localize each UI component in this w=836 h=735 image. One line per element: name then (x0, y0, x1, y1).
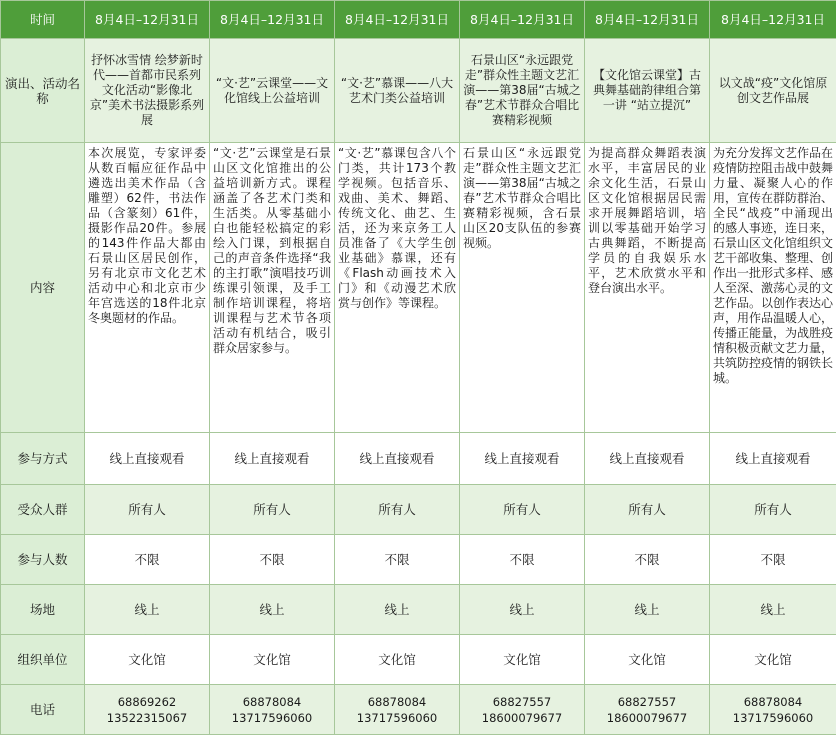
content-cell: 本次展览，专家评委从数百幅应征作品中遴选出美术作品（含雕塑）62件，书法作品（含篆刻）61件，摄影作品20件。参展的143件作品大都由石景山区居民创作，另有北京市文化艺术活动中心和北京市少年宫选送的18件北京冬奥题材的作品。 (85, 143, 210, 433)
activity-name-cell: 以文战“疫”文化馆原创文艺作品展 (710, 39, 836, 143)
venue-row (1, 585, 836, 635)
activity-name-cell: 抒怀冰雪情 绘梦新时代——首都市民系列文化活动“影像北京”美术书法摄影系列展 (85, 39, 210, 143)
count-cell: 不限 (85, 535, 210, 585)
venue-cell: 线上 (460, 585, 585, 635)
method-cell: 线上直接观看 (460, 433, 585, 485)
phone-landline: 68878084 (213, 694, 331, 710)
phone-landline: 68827557 (588, 694, 706, 710)
count-cell: 不限 (210, 535, 335, 585)
audience-cell: 所有人 (210, 485, 335, 535)
phone-mobile: 13717596060 (713, 710, 833, 726)
venue-cell: 线上 (710, 585, 836, 635)
method-cell: 线上直接观看 (85, 433, 210, 485)
organizer-cell: 文化馆 (585, 635, 710, 685)
phone-cell (585, 685, 710, 735)
count-row (1, 535, 836, 585)
venue-cell: 线上 (585, 585, 710, 635)
venue-cell: 线上 (85, 585, 210, 635)
count-cell: 不限 (585, 535, 710, 585)
row-label-venue: 场地 (1, 585, 85, 635)
phone-cell (460, 685, 585, 735)
organizer-cell: 文化馆 (210, 635, 335, 685)
organizer-cell: 文化馆 (460, 635, 585, 685)
phone-cell (85, 685, 210, 735)
header-row (1, 1, 836, 39)
activity-name-cell: “文·艺”慕课——八大艺术门类公益培训 (335, 39, 460, 143)
date-cell: 8月4日–12月31日 (710, 1, 836, 39)
content-row (1, 143, 836, 433)
phone-cell (335, 685, 460, 735)
row-label-organizer: 组织单位 (1, 635, 85, 685)
activity-name-cell: 石景山区“永远跟党走”群众性主题文艺汇演——第38届“古城之春”艺术节群众合唱比赛精彩视频 (460, 39, 585, 143)
phone-mobile: 18600079677 (463, 710, 581, 726)
name-row (1, 39, 836, 143)
organizer-cell: 文化馆 (85, 635, 210, 685)
content-cell: “文·艺”云课堂是石景山区文化馆推出的公益培训新方式。课程涵盖了各艺术门类和生活类。从零基础小白也能轻松搞定的彩绘入门课，到根据自己的声音条件选择“我的主打歌”演唱技巧训练课引领课，及手工制作培训课程，将培训课程与艺术节各项活动有机结合，吸引群众居家参与。 (210, 143, 335, 433)
row-label-audience: 受众人群 (1, 485, 85, 535)
row-label-method: 参与方式 (1, 433, 85, 485)
content-cell: 石景山区“永远跟党走”群众性主题文艺汇演——第38届“古城之春”艺术节群众合唱比赛精彩视频，含石景山区20支队伍的参赛视频。 (460, 143, 585, 433)
audience-cell: 所有人 (710, 485, 836, 535)
audience-cell: 所有人 (85, 485, 210, 535)
count-cell: 不限 (710, 535, 836, 585)
content-cell: 为充分发挥文艺作品在疫情防控阻击战中鼓舞力量、凝聚人心的作用，宣传在群防群治、全民“战疫”中涌现出的感人事迹，连日来，石景山区文化馆组织文艺干部收集、整理、创作出一批形式多样、感人至深、激荡心灵的文艺作品。以创作表达心声，用作品温暖人心，传播正能量，为战胜疫情积极贡献文艺力量，共筑防控疫情的钢铁长城。 (710, 143, 836, 433)
count-cell: 不限 (335, 535, 460, 585)
phone-mobile: 13717596060 (338, 710, 456, 726)
activity-name-cell: 【文化馆云课堂】古典舞基础韵律组合第一讲 “站立提沉” (585, 39, 710, 143)
organizer-row (1, 635, 836, 685)
phone-landline: 68827557 (463, 694, 581, 710)
audience-cell: 所有人 (585, 485, 710, 535)
row-label-content: 内容 (1, 143, 85, 433)
venue-cell: 线上 (210, 585, 335, 635)
phone-landline: 68869262 (88, 694, 206, 710)
activity-name-cell: “文·艺”云课堂——文化馆线上公益培训 (210, 39, 335, 143)
date-cell: 8月4日–12月31日 (335, 1, 460, 39)
method-cell: 线上直接观看 (210, 433, 335, 485)
organizer-cell: 文化馆 (335, 635, 460, 685)
date-cell: 8月4日–12月31日 (460, 1, 585, 39)
row-label-phone: 电话 (1, 685, 85, 735)
organizer-cell: 文化馆 (710, 635, 836, 685)
audience-cell: 所有人 (460, 485, 585, 535)
audience-row (1, 485, 836, 535)
row-label-count: 参与人数 (1, 535, 85, 585)
phone-cell (710, 685, 836, 735)
phone-cell (210, 685, 335, 735)
phone-row (1, 685, 836, 735)
phone-landline: 68878084 (338, 694, 456, 710)
row-label-time: 时间 (1, 1, 85, 39)
method-cell: 线上直接观看 (335, 433, 460, 485)
date-cell: 8月4日–12月31日 (210, 1, 335, 39)
phone-mobile: 13522315067 (88, 710, 206, 726)
date-cell: 8月4日–12月31日 (85, 1, 210, 39)
phone-mobile: 13717596060 (213, 710, 331, 726)
content-cell: 为提高群众舞蹈表演水平，丰富居民的业余文化生活，石景山区文化馆根据居民需求开展舞蹈培训，培训以零基础开始学习古典舞蹈，不断提高学员的自我娱乐水平，艺术欣赏水平和登台演出水平。 (585, 143, 710, 433)
count-cell: 不限 (460, 535, 585, 585)
method-cell: 线上直接观看 (710, 433, 836, 485)
phone-landline: 68878084 (713, 694, 833, 710)
phone-mobile: 18600079677 (588, 710, 706, 726)
date-cell: 8月4日–12月31日 (585, 1, 710, 39)
method-row (1, 433, 836, 485)
venue-cell: 线上 (335, 585, 460, 635)
audience-cell: 所有人 (335, 485, 460, 535)
row-label-name: 演出、活动名称 (1, 39, 85, 143)
method-cell: 线上直接观看 (585, 433, 710, 485)
content-cell: “文·艺”慕课包含八个门类，共计173个教学视频。包括音乐、戏曲、美术、舞蹈、传统文化、曲艺、生活，还为来京务工人员准备了《大学生创业基础》慕课，还有《Flash动画技术入门》和《动漫艺术欣赏与创作》等课程。 (335, 143, 460, 433)
